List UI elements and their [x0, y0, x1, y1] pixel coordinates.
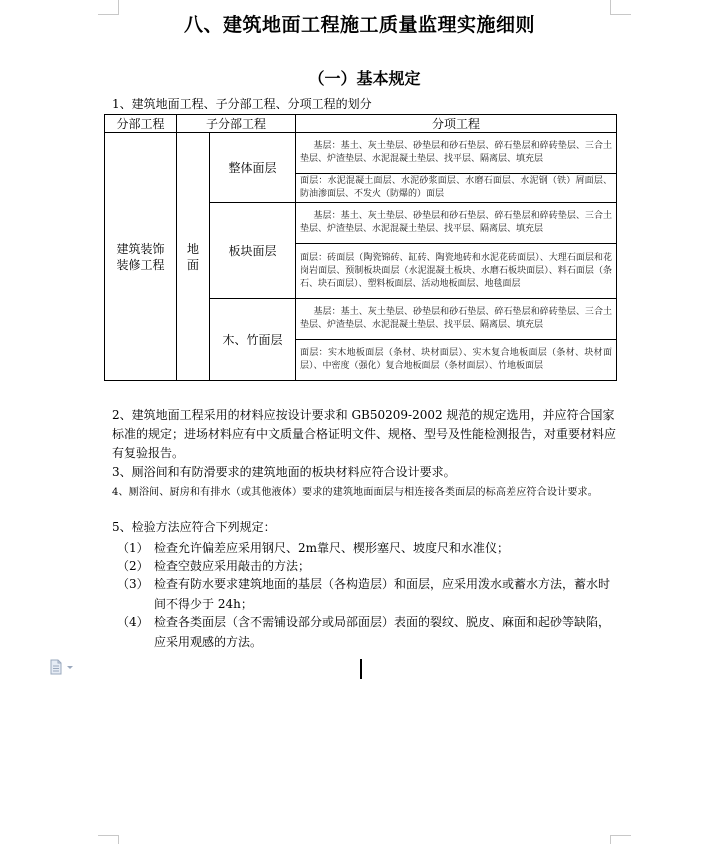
group-surface-cell: 面层：水泥混凝土面层、水泥砂浆面层、水磨石面层、水泥钢（铁）屑面层、防油渗面层、不发火（防爆的）面层 [296, 174, 617, 203]
paragraph-4: 4、厕浴间、厨房和有排水（或其他液体）要求的建筑地面面层与相连接各类面层的标高差应符合设计要求。 [112, 487, 598, 498]
table-header-row [105, 115, 617, 133]
list-text: 检查有防水要求建筑地面的基层（各构造层）和面层，应采用泼水或蓄水方法，蓄水时间不得少于 24h； [154, 577, 611, 611]
table-header-cell: 子分部工程 [177, 115, 296, 133]
list-number: （1） [117, 541, 149, 555]
list-number: （2） [117, 559, 149, 573]
division-cell: 建筑装饰装修工程 [105, 133, 177, 381]
group-base-cell: 基层：基土、灰土垫层、砂垫层和砂石垫层、碎石垫层和碎砖垫层、三合土垫层、炉渣垫层、水泥混凝土垫层、找平层、隔离层、填充层 [296, 203, 617, 244]
table-row [105, 133, 617, 174]
paragraph-1: 1、建筑地面工程、子分部工程、分项工程的划分 [112, 97, 372, 111]
text-cursor [360, 659, 362, 679]
list-number: （3） [117, 577, 149, 591]
group-name-cell: 整体面层 [210, 133, 296, 203]
group-name-cell: 板块面层 [210, 203, 296, 299]
document-title: 八、建筑地面工程施工质量监理实施细则 [183, 14, 535, 36]
group-surface-cell: 面层：实木地板面层（条材、块材面层）、实木复合地板面层（条材、块材面层）、中密度（强化）复合地板面层（条材面层）、竹地板面层 [296, 340, 617, 381]
document-options-icon[interactable] [50, 659, 80, 675]
group-name-cell: 木、竹面层 [210, 299, 296, 381]
list-number: （4） [117, 615, 149, 629]
section-heading: （一）基本规定 [308, 69, 421, 88]
paragraph-3: 3、厕浴间和有防滑要求的建筑地面的板块材料应符合设计要求。 [112, 465, 456, 479]
table-header-cell: 分部工程 [105, 115, 177, 133]
group-base-cell: 基层：基土、灰土垫层、砂垫层和砂石垫层、碎石垫层和碎砖垫层、三合土垫层、炉渣垫层、水泥混凝土垫层、找平层、隔离层、填充层 [296, 133, 617, 174]
group-base-cell: 基层：基土、灰土垫层、砂垫层和砂石垫层、碎石垫层和碎砖垫层、三合土垫层、炉渣垫层、水泥混凝土垫层、找平层、隔离层、填充层 [296, 299, 617, 340]
list-text: 检查允许偏差应采用钢尺、2m靠尺、楔形塞尺、坡度尺和水准仪； [154, 541, 510, 555]
division-table [104, 114, 617, 381]
table-header-cell: 分项工程 [296, 115, 617, 133]
list-text: 检查空鼓应采用敲击的方法； [154, 559, 311, 573]
subdivision-cell: 地面 [177, 133, 210, 381]
paragraph-5: 5、检验方法应符合下列规定： [112, 520, 276, 534]
list-text: 检查各类面层（含不需铺设部分或局部面层）表面的裂纹、脱皮、麻面和起砂等缺陷，应采用观感的方法。 [154, 615, 611, 649]
paragraph-2: 2、建筑地面工程采用的材料应按设计要求和 GB50209-2002 规范的规定选用，并应符合国家标准的规定；进场材料应有中文质量合格证明文件、规格、型号及性能检测报告，对重要材料应有复验报告。 [112, 408, 617, 460]
group-surface-cell: 面层：砖面层（陶瓷锦砖、缸砖、陶瓷地砖和水泥花砖面层）、大理石面层和花岗岩面层、预制板块面层（水泥混凝土板块、水磨石板块面层）、料石面层（条石、块石面层）、塑料板面层、活动地板面层、地毯面层 [296, 244, 617, 299]
